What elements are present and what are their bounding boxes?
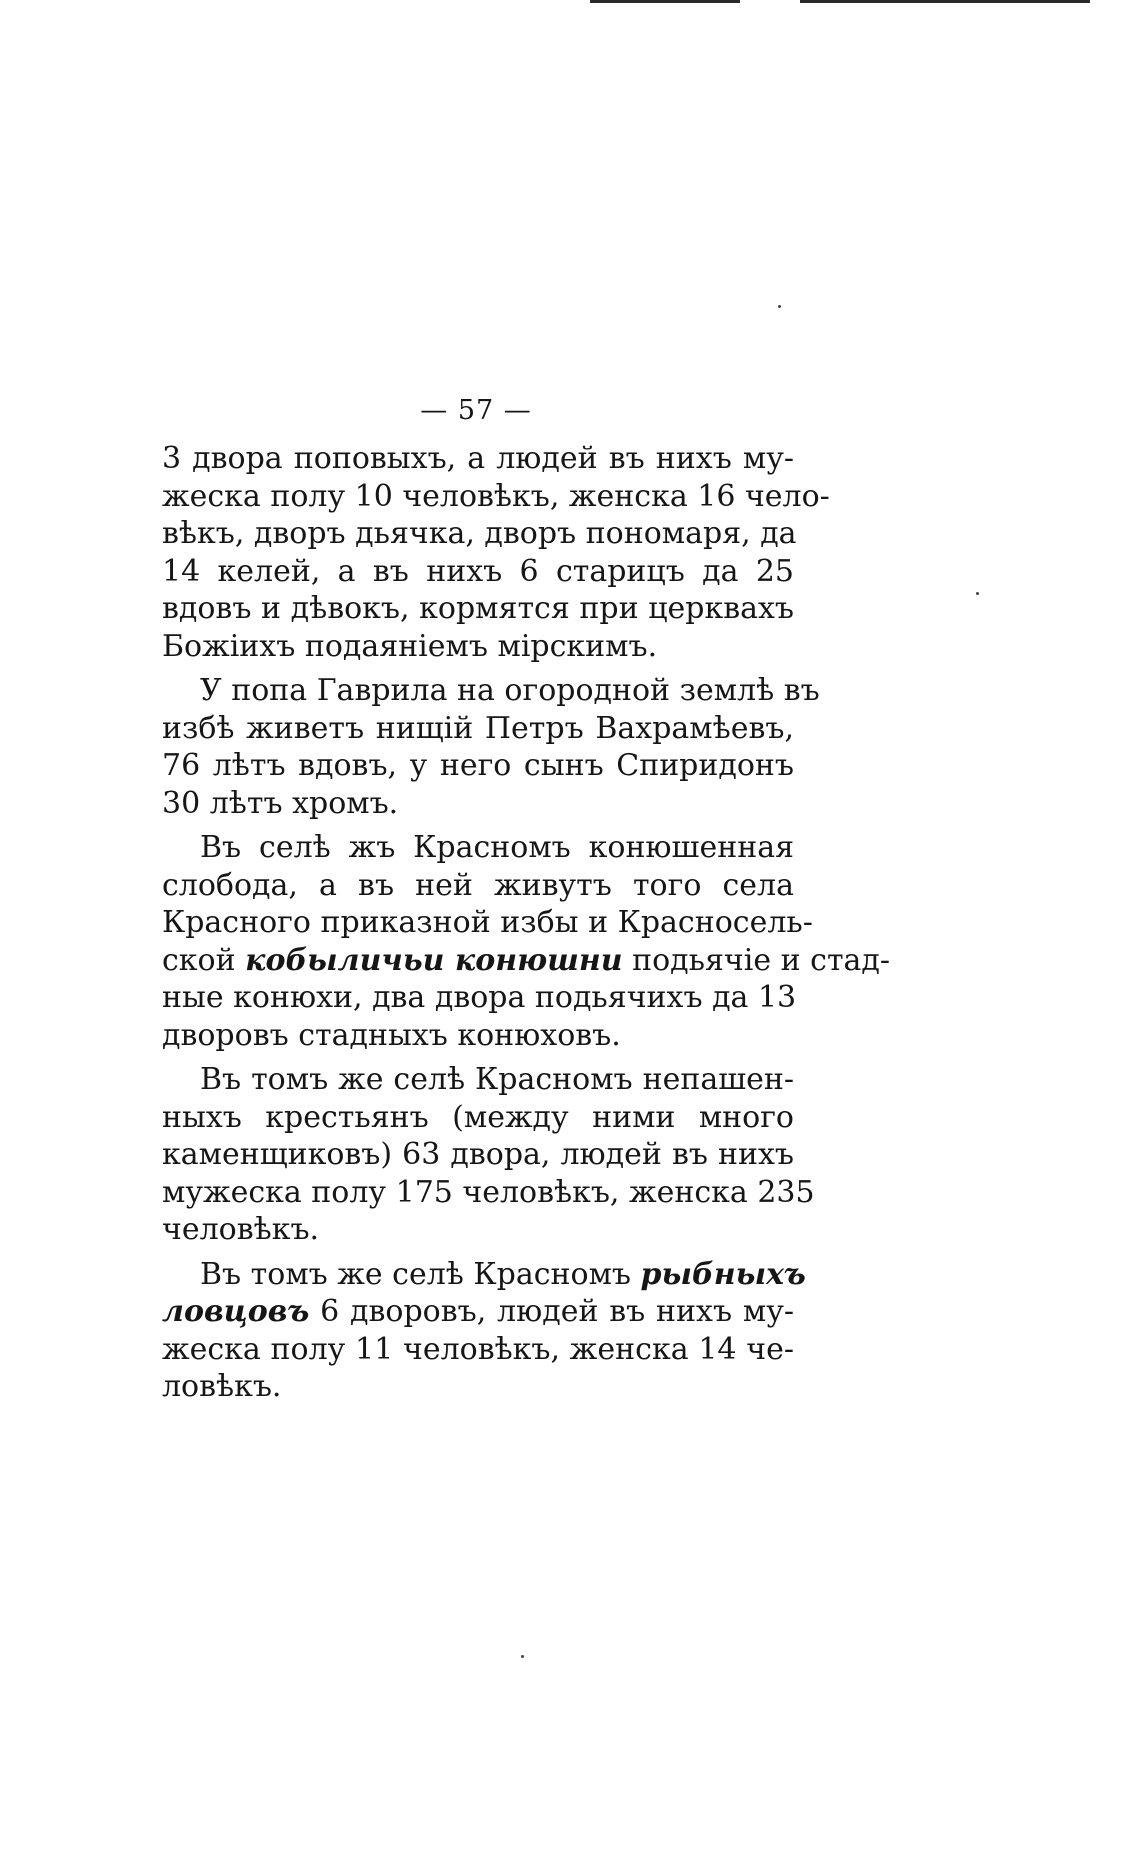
text-run: Въ томъ же селѣ Красномъ	[200, 1256, 641, 1292]
page-number: — 57 —	[420, 395, 532, 426]
text-run: избѣ живетъ нищій Петръ Вахрамѣевъ,	[162, 710, 794, 746]
text-run: дворовъ стадныхъ конюховъ.	[162, 1017, 621, 1053]
body-text	[162, 440, 891, 1406]
scan-speck	[976, 592, 979, 595]
text-line	[162, 590, 794, 628]
text-run: каменщиковъ) 63 двора, людей въ нихъ	[162, 1137, 794, 1172]
text-line	[162, 942, 891, 980]
text-run: ской	[162, 942, 246, 978]
text-line	[162, 747, 794, 785]
text-line	[162, 785, 794, 823]
text-line	[162, 672, 820, 710]
text-line	[162, 1136, 794, 1174]
italic-phrase: кобыличьи конюшни	[245, 942, 623, 978]
text-run: подьячіе и стад-	[622, 942, 891, 978]
paragraph	[162, 440, 830, 665]
text-line	[162, 1368, 794, 1406]
scan-speck	[521, 1655, 524, 1658]
scan-speck	[778, 305, 781, 308]
text-run: человѣкъ.	[162, 1212, 320, 1247]
text-line	[162, 829, 794, 867]
text-line	[162, 1099, 794, 1137]
text-run: слобода, а въ ней живутъ того села	[162, 867, 794, 903]
text-line	[162, 710, 794, 748]
paragraph	[162, 1061, 815, 1249]
text-run: Въ селѣ жъ Красномъ конюшенная	[200, 830, 794, 865]
text-run: 30 лѣтъ хромъ.	[162, 785, 399, 821]
text-run: вдовъ и дѣвокъ, кормятся при церквахъ	[162, 591, 794, 626]
paragraph	[162, 1256, 806, 1406]
top-edge-rule	[800, 0, 1090, 3]
paragraph-gap	[162, 665, 794, 672]
text-line	[162, 867, 794, 905]
text-run: вѣкъ, дворъ дьячка, дворъ пономаря, да	[162, 516, 797, 551]
text-line	[162, 1174, 815, 1212]
paragraph-gap	[162, 1054, 794, 1061]
text-line	[162, 1256, 806, 1294]
top-edge-rule	[590, 0, 740, 3]
paragraph-gap	[162, 822, 794, 829]
text-line	[162, 440, 794, 478]
text-run: 76 лѣтъ вдовъ, у него сынъ Спиридонъ	[162, 748, 794, 783]
italic-phrase: ловцовъ	[162, 1294, 310, 1329]
text-run: Божіихъ подаяніемъ мірскимъ.	[162, 628, 658, 664]
italic-phrase: рыбныхъ	[640, 1256, 806, 1292]
text-line	[162, 1061, 794, 1099]
text-run: ныхъ крестьянъ (между ними много	[162, 1099, 794, 1135]
text-line	[162, 478, 830, 516]
text-run: мужеска полу 175 человѣкъ, женска 235	[162, 1174, 815, 1210]
text-run: жеска полу 10 человѣкъ, женска 16 чело-	[162, 478, 830, 514]
text-line	[162, 628, 794, 666]
text-run: У попа Гаврила на огородной землѣ въ	[200, 673, 820, 708]
text-run: жеска полу 11 человѣкъ, женска 14 че-	[162, 1331, 794, 1367]
text-line	[162, 1293, 794, 1331]
text-line	[162, 515, 797, 553]
text-line	[162, 904, 813, 942]
text-run: 6 дворовъ, людей въ нихъ му-	[309, 1294, 794, 1329]
paragraph	[162, 829, 891, 1054]
text-run: ловѣкъ.	[162, 1369, 282, 1404]
text-line	[162, 1331, 794, 1369]
text-line	[162, 553, 794, 591]
text-run: ные конюхи, два двора подьячихъ да 13	[162, 980, 797, 1015]
text-run: Красного приказной избы и Красносель-	[162, 905, 813, 940]
paragraph	[162, 672, 820, 822]
text-run: 3 двора поповыхъ, а людей въ нихъ му-	[162, 441, 794, 476]
text-line	[162, 979, 797, 1017]
text-line	[162, 1211, 794, 1249]
text-run: 14 келей, а въ нихъ 6 старицъ да 25	[162, 553, 794, 589]
text-run: Въ томъ же селѣ Красномъ непашен-	[200, 1062, 794, 1097]
paragraph-gap	[162, 1249, 794, 1256]
text-line	[162, 1017, 794, 1055]
